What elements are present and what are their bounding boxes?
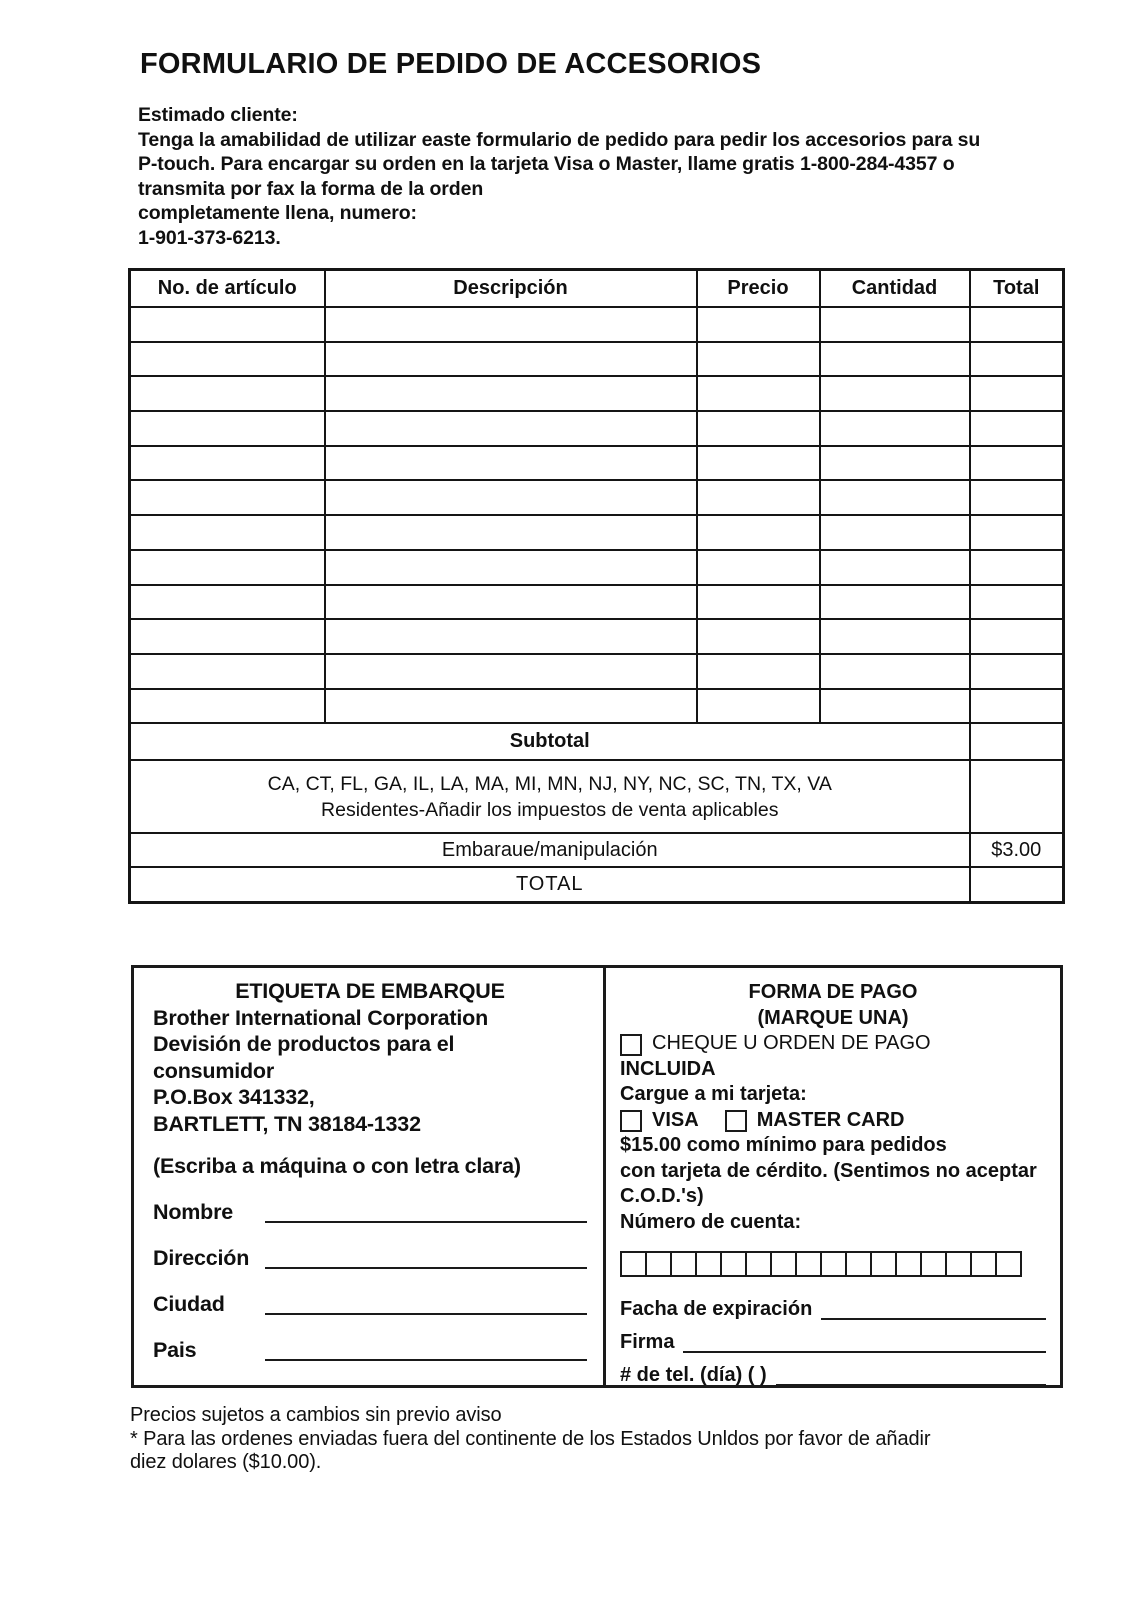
form-field-row <box>620 1289 1046 1322</box>
order-table-blank-row <box>130 619 1064 654</box>
order-table-blank-cell[interactable] <box>697 411 820 446</box>
order-table-blank-cell[interactable] <box>130 689 325 724</box>
order-table-blank-cell[interactable] <box>820 585 970 620</box>
order-table-blank-cell[interactable] <box>820 446 970 481</box>
payment-subtitle: (MARQUE UNA) <box>757 1006 909 1029</box>
order-table-blank-cell[interactable] <box>130 307 325 342</box>
order-table-blank-cell[interactable] <box>130 550 325 585</box>
order-table-blank-row <box>130 550 1064 585</box>
shipping-row <box>130 833 1064 867</box>
intro-line: completamente llena, numero: <box>138 202 417 224</box>
company-address <box>153 1005 587 1138</box>
order-table-blank-cell[interactable] <box>820 480 970 515</box>
order-table-blank-cell[interactable] <box>970 689 1064 724</box>
shipping-label-title: ETIQUETA DE EMBARQUE <box>235 979 505 1003</box>
order-table-blank-cell[interactable] <box>130 342 325 377</box>
order-table-blank-cell[interactable] <box>697 585 820 620</box>
order-table-blank-cell[interactable] <box>970 376 1064 411</box>
order-table-blank-cell[interactable] <box>697 550 820 585</box>
intro-line: 1-901-373-6213. <box>138 226 281 249</box>
minimum-note-line: con tarjeta de cérdito. (Sentimos no aceptar <box>620 1159 1037 1182</box>
intro-line: Tenga la amabilidad de utilizar easte formulario de pedido para pedir los accesorios para su <box>138 128 981 151</box>
column-header-quantity: Cantidad <box>820 270 970 308</box>
order-table-blank-row <box>130 446 1064 481</box>
mastercard-label: MASTER CARD <box>756 1108 905 1131</box>
account-number-label: Número de cuenta: <box>620 1210 802 1233</box>
payment-title: FORMA DE PAGO <box>748 981 918 1003</box>
minimum-note-line: C.O.D.'s) <box>620 1185 704 1207</box>
shipping-label: Embaraue/manipulación <box>130 833 970 867</box>
order-table-blank-cell[interactable] <box>970 446 1064 481</box>
order-table-blank-cell[interactable] <box>970 654 1064 689</box>
fill-in-line[interactable] <box>265 1349 587 1361</box>
bottom-two-panel-box <box>131 965 1063 1388</box>
field-label: Firma <box>620 1330 675 1353</box>
account-digit-box[interactable] <box>770 1251 797 1277</box>
card-prompt: Cargue a mi tarjeta: <box>620 1083 807 1105</box>
account-digit-box[interactable] <box>820 1251 847 1277</box>
order-table-blank-cell[interactable] <box>970 411 1064 446</box>
total-label: TOTAL <box>130 867 970 903</box>
order-table-blank-cell[interactable] <box>325 515 697 550</box>
account-digit-box[interactable] <box>695 1251 722 1277</box>
order-table-blank-cell[interactable] <box>130 515 325 550</box>
order-table-blank-row <box>130 342 1064 377</box>
order-table-blank-cell[interactable] <box>130 585 325 620</box>
order-table-blank-cell[interactable] <box>697 480 820 515</box>
order-table-blank-cell[interactable] <box>970 342 1064 377</box>
tax-amount-cell[interactable] <box>970 760 1064 833</box>
form-field-row <box>620 1322 1046 1355</box>
order-table-blank-cell[interactable] <box>820 689 970 724</box>
page-title: FORMULARIO DE PEDIDO DE ACCESORIOS <box>140 48 762 80</box>
account-digit-box[interactable] <box>720 1251 747 1277</box>
order-table-blank-cell[interactable] <box>820 376 970 411</box>
order-table-blank-cell[interactable] <box>697 619 820 654</box>
order-table-blank-row <box>130 654 1064 689</box>
order-table-blank-cell[interactable] <box>697 654 820 689</box>
intro-line: transmita por fax la forma de la orden <box>138 177 484 200</box>
order-table-blank-cell[interactable] <box>820 550 970 585</box>
column-header-total: Total <box>970 270 1064 308</box>
tax-note-residents: Residentes-Añadir los impuestos de venta aplicables <box>321 798 779 821</box>
order-table-blank-cell[interactable] <box>697 515 820 550</box>
order-table-blank-cell[interactable] <box>970 515 1064 550</box>
account-digit-box[interactable] <box>995 1251 1022 1277</box>
order-table-blank-cell[interactable] <box>697 342 820 377</box>
form-field-row <box>153 1180 587 1226</box>
order-table-blank-cell[interactable] <box>325 411 697 446</box>
order-table-blank-cell[interactable] <box>697 376 820 411</box>
order-table-blank-cell[interactable] <box>130 480 325 515</box>
account-digit-box[interactable] <box>745 1251 772 1277</box>
field-label: Ciudad <box>153 1292 225 1316</box>
account-digit-box[interactable] <box>870 1251 897 1277</box>
tax-note <box>130 760 970 833</box>
order-table-blank-cell[interactable] <box>820 654 970 689</box>
cheque-option-label: CHEQUE U ORDEN DE PAGO <box>652 1032 931 1054</box>
address-line: BARTLETT, TN 38184-1332 <box>153 1111 421 1136</box>
order-table-blank-cell[interactable] <box>697 689 820 724</box>
column-header-price: Precio <box>697 270 820 308</box>
order-table-blank-row <box>130 480 1064 515</box>
cheque-option-row <box>620 1031 1046 1057</box>
order-table-blank-cell[interactable] <box>970 619 1064 654</box>
footer-line: * Para las ordenes enviadas fuera del continente de los Estados Unldos por favor de añadir <box>130 1427 931 1450</box>
address-line: Brother International Corporation <box>153 1005 489 1030</box>
footer-line: diez dolares ($10.00). <box>130 1451 322 1473</box>
account-number-boxes <box>620 1251 1046 1277</box>
fill-in-line[interactable] <box>265 1211 587 1223</box>
intro-greeting: Estimado cliente: <box>138 104 298 126</box>
fill-in-line[interactable] <box>683 1341 1046 1353</box>
order-table-blank-cell[interactable] <box>820 515 970 550</box>
order-table-blank-cell[interactable] <box>820 411 970 446</box>
order-table-blank-cell[interactable] <box>970 307 1064 342</box>
account-digit-box[interactable] <box>620 1251 647 1277</box>
fill-in-line[interactable] <box>265 1303 587 1315</box>
payment-panel <box>606 968 1060 1385</box>
sales-tax-row <box>130 760 1064 833</box>
account-digit-box[interactable] <box>895 1251 922 1277</box>
order-table-blank-cell[interactable] <box>325 480 697 515</box>
order-table-blank-cell[interactable] <box>325 654 697 689</box>
field-label: Pais <box>153 1338 197 1362</box>
intro-line: P-touch. Para encargar su orden en la tarjeta Visa o Master, llame gratis 1-800-284-4357 o <box>138 153 955 175</box>
shipping-label-panel <box>134 968 606 1385</box>
order-table-header-row <box>130 270 1064 308</box>
intro-paragraph <box>138 103 1088 250</box>
order-table-blank-cell[interactable] <box>130 619 325 654</box>
field-label: # de tel. (día) ( ) <box>620 1363 767 1386</box>
fill-in-line[interactable] <box>776 1374 1046 1386</box>
tax-note-states: CA, CT, FL, GA, IL, LA, MA, MI, MN, NJ, NY, NC, SC, TN, TX, VA <box>267 772 832 795</box>
card-options-row <box>620 1108 1046 1134</box>
column-header-description: Descripción <box>325 270 697 308</box>
order-table-blank-cell[interactable] <box>130 654 325 689</box>
order-table-blank-cell[interactable] <box>970 550 1064 585</box>
order-table-blank-row <box>130 689 1064 724</box>
order-table-blank-row <box>130 411 1064 446</box>
order-table-blank-cell[interactable] <box>325 342 697 377</box>
order-table-blank-cell[interactable] <box>325 619 697 654</box>
visa-checkbox[interactable] <box>620 1110 642 1132</box>
order-table-blank-row <box>130 376 1064 411</box>
payment-fields <box>620 1289 1046 1388</box>
order-table-blank-cell[interactable] <box>325 689 697 724</box>
subtotal-amount-cell[interactable] <box>970 723 1064 760</box>
footer-notes <box>130 1404 1090 1475</box>
order-table-blank-cell[interactable] <box>325 585 697 620</box>
order-table-blank-cell[interactable] <box>325 376 697 411</box>
visa-label: VISA <box>652 1108 699 1131</box>
cheque-checkbox[interactable] <box>620 1034 642 1056</box>
fill-in-line[interactable] <box>821 1308 1046 1320</box>
shipping-amount: $3.00 <box>970 833 1064 867</box>
order-table-blank-cell[interactable] <box>130 411 325 446</box>
shipping-address-fields <box>153 1180 587 1364</box>
account-digit-box[interactable] <box>845 1251 872 1277</box>
order-table-blank-cell[interactable] <box>820 619 970 654</box>
form-field-row <box>153 1272 587 1318</box>
order-table-blank-cell[interactable] <box>820 342 970 377</box>
form-field-row <box>153 1226 587 1272</box>
order-table-blank-cell[interactable] <box>130 376 325 411</box>
field-label: Facha de expiración <box>620 1297 813 1320</box>
account-digit-box[interactable] <box>645 1251 672 1277</box>
account-digit-box[interactable] <box>795 1251 822 1277</box>
form-field-row <box>153 1318 587 1364</box>
total-row <box>130 867 1064 903</box>
footer-line: Precios sujetos a cambios sin previo aviso <box>130 1404 502 1426</box>
subtotal-label: Subtotal <box>130 723 970 760</box>
order-table-blank-cell[interactable] <box>130 446 325 481</box>
order-table-blank-cell[interactable] <box>325 446 697 481</box>
accessory-order-table <box>128 268 1065 904</box>
address-line: consumidor <box>153 1058 275 1083</box>
fill-in-line[interactable] <box>265 1257 587 1269</box>
order-table-blank-cell[interactable] <box>697 307 820 342</box>
order-table-blank-cell[interactable] <box>970 480 1064 515</box>
account-digit-box[interactable] <box>970 1251 997 1277</box>
account-digit-box[interactable] <box>945 1251 972 1277</box>
account-digit-box[interactable] <box>920 1251 947 1277</box>
order-table-blank-cell[interactable] <box>970 585 1064 620</box>
write-clearly-instruction: (Escriba a máquina o con letra clara) <box>153 1154 521 1178</box>
order-table-blank-cell[interactable] <box>325 307 697 342</box>
order-table-blank-cell[interactable] <box>820 307 970 342</box>
total-amount-cell[interactable] <box>970 867 1064 903</box>
order-table-blank-cell[interactable] <box>325 550 697 585</box>
field-label: Nombre <box>153 1200 234 1224</box>
field-label: Dirección <box>153 1246 250 1270</box>
address-line: P.O.Box 341332, <box>153 1085 315 1109</box>
account-digit-box[interactable] <box>670 1251 697 1277</box>
column-header-item-no: No. de artículo <box>130 270 325 308</box>
cheque-option-label-2: INCLUIDA <box>620 1057 716 1080</box>
subtotal-row <box>130 723 1064 760</box>
form-field-row <box>620 1355 1046 1388</box>
order-table-blank-row <box>130 307 1064 342</box>
mastercard-checkbox[interactable] <box>725 1110 747 1132</box>
order-table-blank-row <box>130 515 1064 550</box>
address-line: Devisión de productos para el <box>153 1032 455 1056</box>
order-table-blank-row <box>130 585 1064 620</box>
order-table-blank-cell[interactable] <box>697 446 820 481</box>
minimum-note-line: $15.00 como mínimo para pedidos <box>620 1134 947 1156</box>
